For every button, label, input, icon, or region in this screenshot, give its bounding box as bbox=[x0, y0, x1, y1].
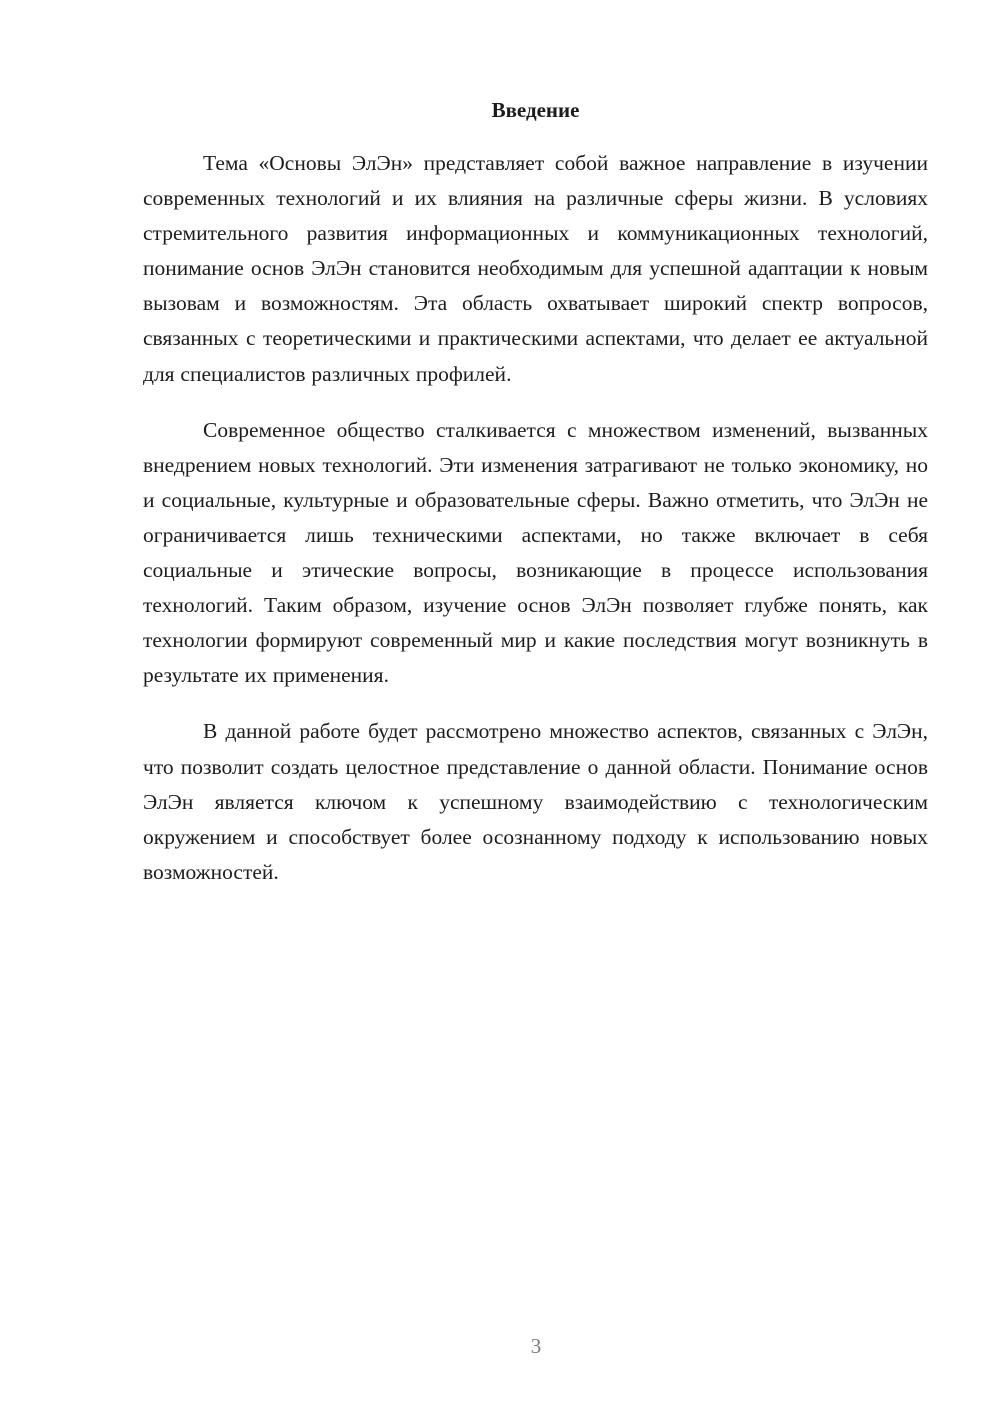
paragraph-1: Тема «Основы ЭлЭн» представляет собой важное направление в изучении современных технологий и их влияния на различные сферы жизни. В условиях стремительного развития информационных и коммуникационных технологий, понимание основ ЭлЭн становится необходимым для успешной адаптации к новым вызовам и возможностям. Эта область охватывает широкий спектр вопросов, связанных с теоретическими и практическими аспектами, что делает ее актуальной для специалистов различных профилей. bbox=[143, 151, 928, 386]
section-heading: Введение bbox=[491, 98, 580, 122]
page-content bbox=[143, 92, 928, 911]
paragraph-3: В данной работе будет рассмотрено множество аспектов, связанных с ЭлЭн, что позволит создать целостное представление о данной области. Понимание основ ЭлЭн является ключом к успешному взаимодействию с технологическим окружением и способствует более осознанному подходу к использованию новых возможностей. bbox=[143, 719, 928, 884]
paragraph-2: Современное общество сталкивается с множеством изменений, вызванных внедрением новых технологий. Эти изменения затрагивают не только экономику, но и социальные, культурные и образовательные сферы. Важно отметить, что ЭлЭн не ограничивается лишь техническими аспектами, но также включает в себя социальные и этические вопросы, возникающие в процессе использования технологий. Таким образом, изучение основ ЭлЭн позволяет глубже понять, как технологии формируют современный мир и какие последствия могут возникнуть в результате их применения. bbox=[143, 417, 928, 688]
page-number: 3 bbox=[530, 1334, 542, 1358]
